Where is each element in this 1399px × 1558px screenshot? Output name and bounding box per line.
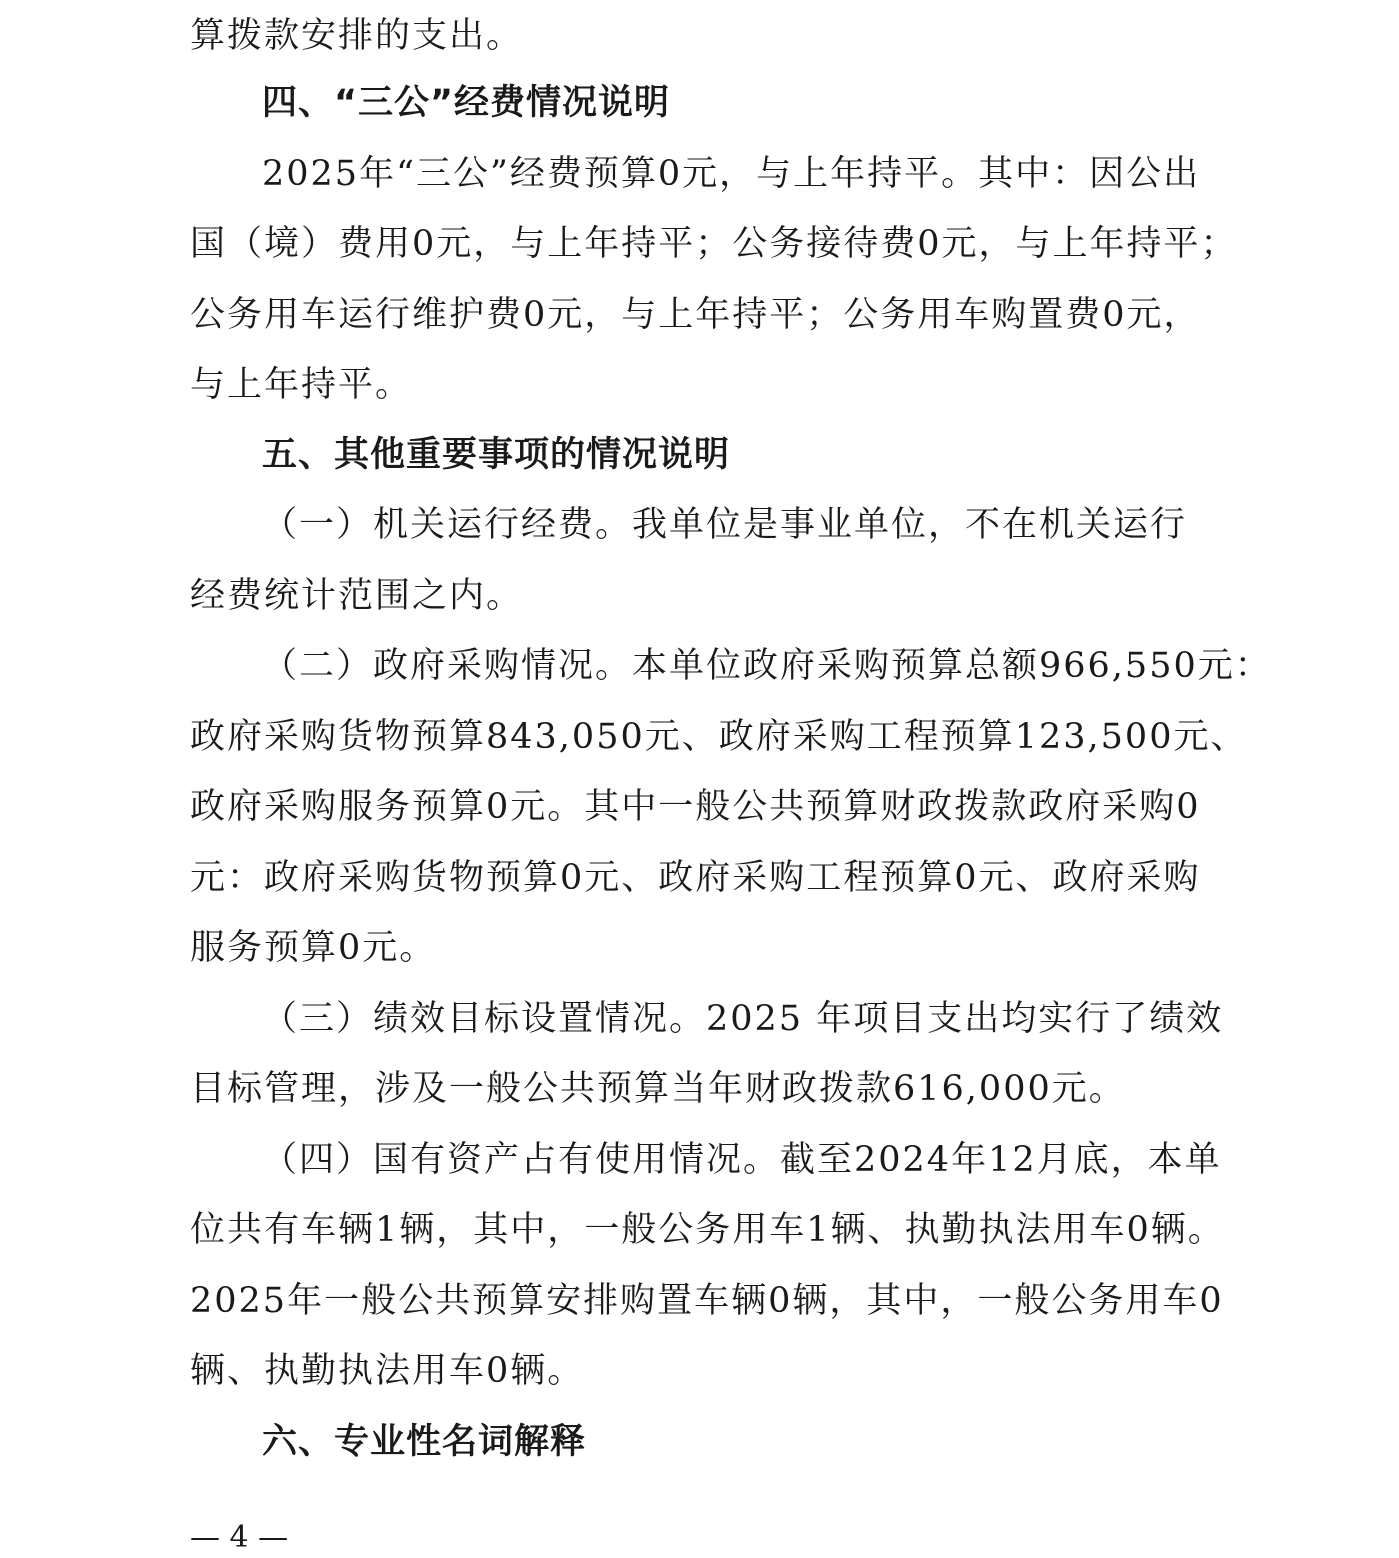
- paragraph-line: 经费统计范围之内。: [190, 576, 524, 616]
- section-heading: 四、“三公”经费情况说明: [262, 83, 671, 123]
- paragraph-line: 公务用车运行维护费0元，与上年持平；公务用车购置费0元，: [190, 295, 1201, 335]
- paragraph-line: （一）机关运行经费。我单位是事业单位，不在机关运行: [262, 505, 1188, 545]
- paragraph-line: 目标管理，涉及一般公共预算当年财政拨款616,000元。: [190, 1069, 1126, 1109]
- paragraph-line: （二）政府采购情况。本单位政府采购预算总额966,550元：: [262, 646, 1272, 686]
- paragraph-line: 2025年“三公”经费预算0元，与上年持平。其中：因公出: [262, 154, 1201, 194]
- section-heading: 六、专业性名词解释: [262, 1422, 587, 1462]
- paragraph-line: 算拨款安排的支出。: [190, 16, 524, 56]
- paragraph-line: 与上年持平。: [190, 365, 413, 405]
- paragraph-line: 辆、执勤执法用车0辆。: [190, 1351, 585, 1391]
- paragraph-line: 服务预算0元。: [190, 928, 437, 968]
- paragraph-line: 2025年一般公共预算安排购置车辆0辆，其中，一般公务用车0: [190, 1281, 1224, 1321]
- paragraph-line: 政府采购服务预算0元。其中一般公共预算财政拨款政府采购0: [190, 787, 1201, 827]
- page-number: — 4 —: [190, 1520, 289, 1555]
- paragraph-line: （三）绩效目标设置情况。2025 年项目支出均实行了绩效: [262, 999, 1224, 1039]
- paragraph-line: 政府采购货物预算843,050元、政府采购工程预算123,500元、: [190, 717, 1248, 757]
- paragraph-line: 国（境）费用0元，与上年持平；公务接待费0元，与上年持平；: [190, 224, 1238, 264]
- section-heading: 五、其他重要事项的情况说明: [262, 435, 731, 475]
- paragraph-line: 元：政府采购货物预算0元、政府采购工程预算0元、政府采购: [190, 858, 1201, 898]
- paragraph-line: 位共有车辆1辆，其中，一般公务用车1辆、执勤执法用车0辆。: [190, 1210, 1225, 1250]
- paragraph-line: （四）国有资产占有使用情况。截至2024年12月底，本单: [262, 1140, 1222, 1180]
